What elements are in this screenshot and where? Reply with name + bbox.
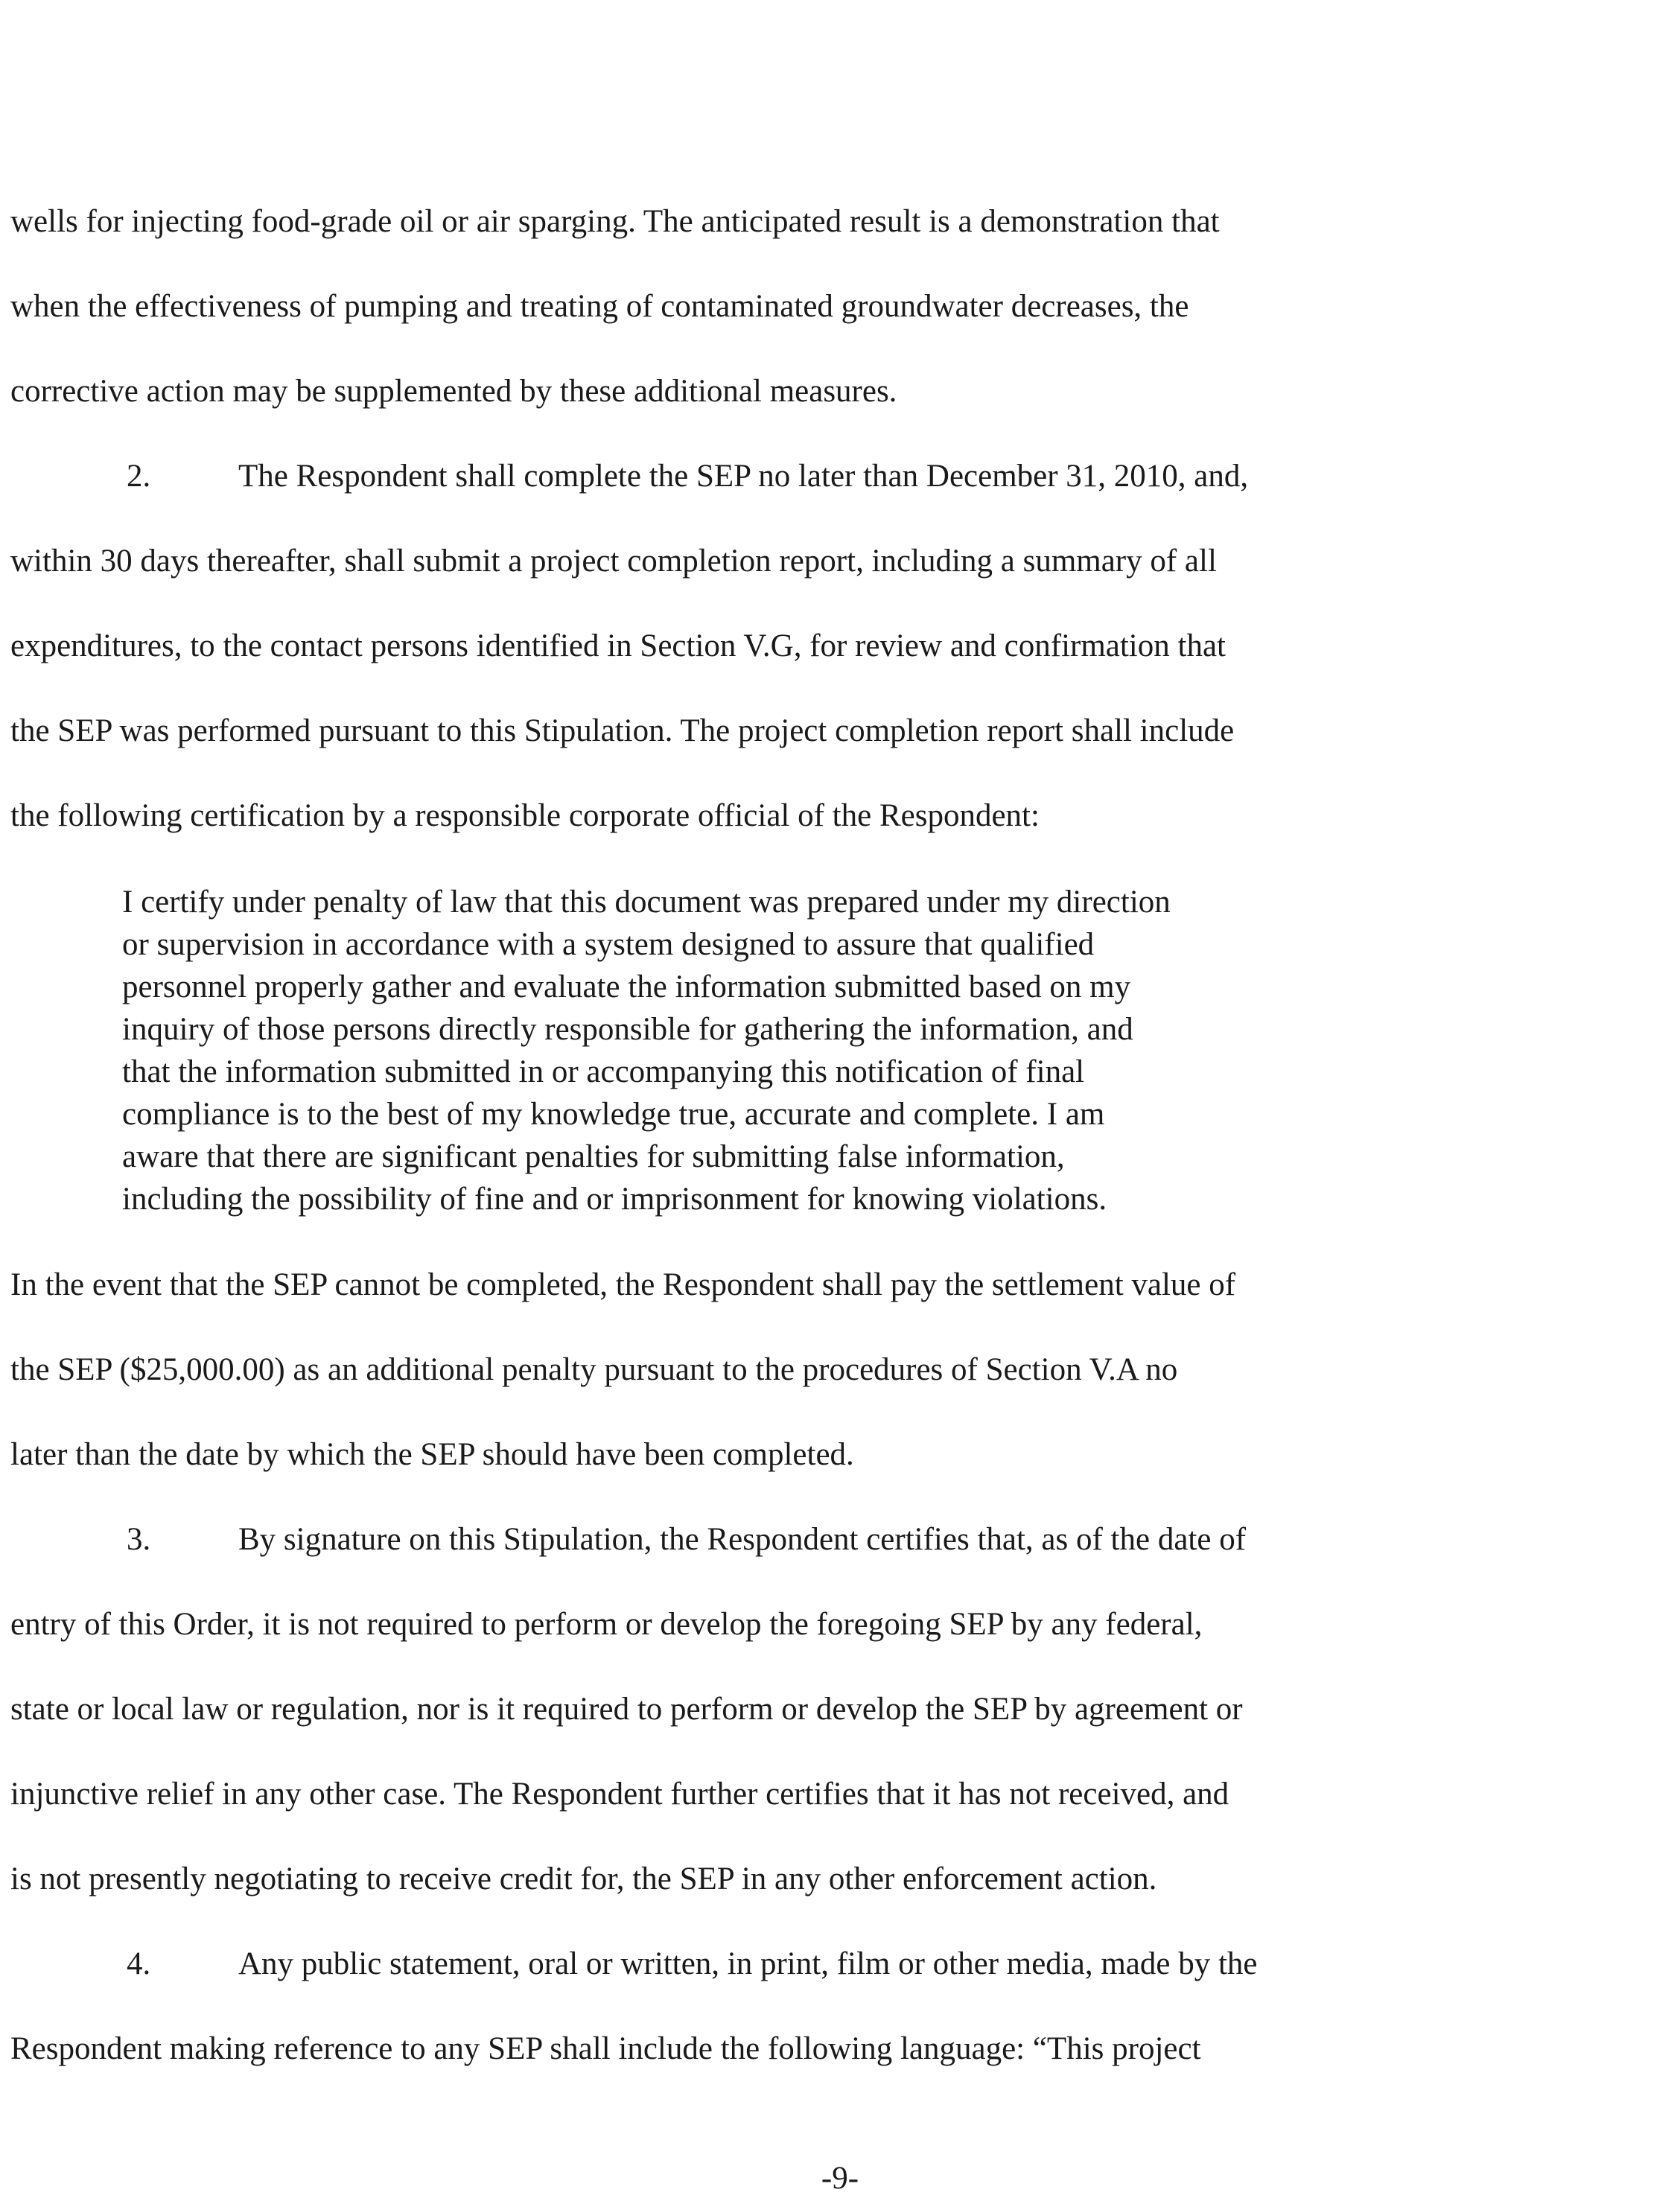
- certification-line: that the information submitted in or accompanying this notification of final: [122, 1054, 1085, 1089]
- body-line: state or local law or regulation, nor is it required to perform or develop the SEP by agreement or: [10, 1692, 1243, 1727]
- numbered-paragraph-first-line: [127, 1520, 1246, 1559]
- body-line: is not presently negotiating to receive credit for, the SEP in any other enforcement action.: [10, 1861, 1157, 1896]
- paragraph-text: The Respondent shall complete the SEP no later than December 31, 2010, and,: [238, 459, 1249, 494]
- body-line: within 30 days thereafter, shall submit a project completion report, including a summary of all: [10, 544, 1217, 579]
- certification-line: I certify under penalty of law that this document was prepared under my direction: [122, 885, 1171, 920]
- body-line: the SEP ($25,000.00) as an additional penalty pursuant to the procedures of Section V.A no: [10, 1352, 1178, 1387]
- certification-line: inquiry of those persons directly responsible for gathering the information, and: [122, 1012, 1133, 1047]
- body-line: In the event that the SEP cannot be completed, the Respondent shall pay the settlement value of: [10, 1267, 1236, 1302]
- numbered-paragraph-first-line: [127, 457, 1248, 496]
- paragraph-number: 3.: [127, 1522, 151, 1557]
- certification-line: or supervision in accordance with a system designed to assure that qualified: [122, 927, 1095, 962]
- certification-line: including the possibility of fine and or imprisonment for knowing violations.: [122, 1182, 1107, 1217]
- body-line: entry of this Order, it is not required to perform or develop the foregoing SEP by any federal,: [10, 1607, 1203, 1642]
- body-line: wells for injecting food-grade oil or air sparging. The anticipated result is a demonstration that: [10, 204, 1220, 239]
- body-line: when the effectiveness of pumping and treating of contaminated groundwater decreases, the: [10, 289, 1189, 324]
- paragraph-number: 2.: [127, 459, 151, 494]
- body-line: the SEP was performed pursuant to this Stipulation. The project completion report shall include: [10, 713, 1235, 748]
- paragraph-text: Any public statement, oral or written, in print, film or other media, made by the: [238, 1946, 1258, 1981]
- body-line: the following certification by a responsible corporate official of the Respondent:: [10, 798, 1040, 833]
- paragraph-text: By signature on this Stipulation, the Respondent certifies that, as of the date of: [238, 1522, 1247, 1557]
- body-line: corrective action may be supplemented by these additional measures.: [10, 374, 897, 409]
- certification-line: personnel properly gather and evaluate the information submitted based on my: [122, 969, 1131, 1004]
- certification-line: aware that there are significant penalties for submitting false information,: [122, 1139, 1065, 1174]
- body-line: expenditures, to the contact persons identified in Section V.G, for review and confirmation that: [10, 628, 1226, 663]
- page-number: -9-: [821, 2161, 859, 2196]
- body-line: Respondent making reference to any SEP shall include the following language: “This project: [10, 2031, 1201, 2066]
- body-line: later than the date by which the SEP should have been completed.: [10, 1437, 854, 1472]
- paragraph-number: 4.: [127, 1946, 151, 1981]
- numbered-paragraph-first-line: [127, 1945, 1257, 1984]
- certification-line: compliance is to the best of my knowledge true, accurate and complete. I am: [122, 1097, 1105, 1132]
- body-line: injunctive relief in any other case. The Respondent further certifies that it has not received, and: [10, 1777, 1229, 1812]
